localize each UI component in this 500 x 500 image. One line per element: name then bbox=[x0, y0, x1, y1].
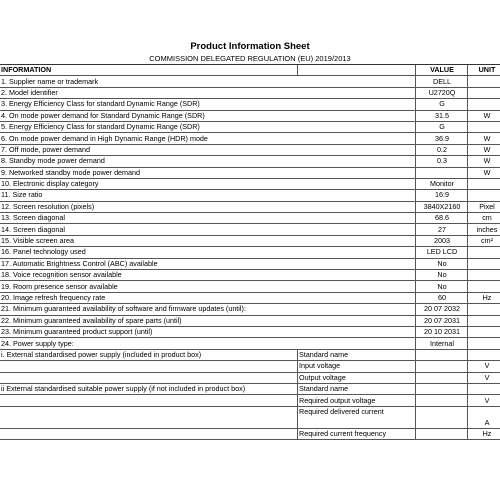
row-standard: Input voltage bbox=[298, 361, 416, 372]
row-label bbox=[0, 406, 298, 428]
row-label: 21. Minimum guaranteed availability of software and firmware updates (until): bbox=[0, 304, 298, 315]
row-label: 6. On mode power demand in High Dynamic Range (HDR) mode bbox=[0, 133, 298, 144]
row-unit bbox=[468, 258, 500, 269]
table-row bbox=[0, 224, 500, 235]
row-label: 11. Size ratio bbox=[0, 190, 298, 201]
row-standard: Required output voltage bbox=[298, 395, 416, 406]
row-label bbox=[0, 395, 298, 406]
row-label: ii External standardised suitable power supply (if not included in product box) bbox=[0, 383, 298, 394]
row-standard bbox=[298, 258, 416, 269]
row-standard bbox=[298, 167, 416, 178]
row-label: 13. Screen diagonal bbox=[0, 213, 298, 224]
row-value: 16:9 bbox=[416, 190, 468, 201]
row-standard: Required current frequency bbox=[298, 428, 416, 439]
information-table bbox=[0, 65, 500, 440]
row-label: 15. Visible screen area bbox=[0, 235, 298, 246]
row-unit bbox=[468, 281, 500, 292]
row-standard bbox=[298, 213, 416, 224]
row-value bbox=[416, 395, 468, 406]
row-standard bbox=[298, 338, 416, 349]
row-value bbox=[416, 167, 468, 178]
table-row bbox=[0, 156, 500, 167]
row-value bbox=[416, 383, 468, 394]
row-standard bbox=[298, 190, 416, 201]
row-value: G bbox=[416, 121, 468, 132]
row-standard: Output voltage bbox=[298, 372, 416, 383]
row-unit bbox=[468, 315, 500, 326]
row-value bbox=[416, 406, 468, 428]
table-row bbox=[0, 247, 500, 258]
row-unit bbox=[468, 121, 500, 132]
row-standard bbox=[298, 99, 416, 110]
table-row bbox=[0, 110, 500, 121]
row-value: 31.5 bbox=[416, 110, 468, 121]
row-standard bbox=[298, 144, 416, 155]
sheet-title: Product Information Sheet bbox=[190, 41, 310, 52]
table-row bbox=[0, 190, 500, 201]
row-value: 0.2 bbox=[416, 144, 468, 155]
table-row bbox=[0, 133, 500, 144]
row-value bbox=[416, 372, 468, 383]
row-value: 3840X2160 bbox=[416, 201, 468, 212]
row-unit bbox=[468, 270, 500, 281]
table-row bbox=[0, 349, 500, 360]
table-row bbox=[0, 304, 500, 315]
row-standard bbox=[298, 292, 416, 303]
row-standard: Standard name bbox=[298, 383, 416, 394]
row-unit: Hz bbox=[468, 292, 500, 303]
row-label: 20. Image refresh frequency rate bbox=[0, 292, 298, 303]
row-label: 22. Minimum guaranteed availability of spare parts (until) bbox=[0, 315, 298, 326]
row-label: 14. Screen diagonal bbox=[0, 224, 298, 235]
header-information: INFORMATION bbox=[0, 65, 298, 76]
row-value bbox=[416, 428, 468, 439]
row-unit bbox=[468, 349, 500, 360]
row-standard bbox=[298, 270, 416, 281]
row-label: 24. Power supply type: bbox=[0, 338, 298, 349]
row-label: 3. Energy Efficiency Class for standard Dynamic Range (SDR) bbox=[0, 99, 298, 110]
row-standard bbox=[298, 178, 416, 189]
table-row bbox=[0, 361, 500, 372]
table-row bbox=[0, 315, 500, 326]
table-row bbox=[0, 428, 500, 439]
row-value: Monitor bbox=[416, 178, 468, 189]
row-unit: Pixel bbox=[468, 201, 500, 212]
table-row bbox=[0, 178, 500, 189]
product-information-sheet bbox=[0, 40, 500, 440]
table-row bbox=[0, 258, 500, 269]
row-unit: V bbox=[468, 361, 500, 372]
table-header-row bbox=[0, 65, 500, 76]
row-unit: Hz bbox=[468, 428, 500, 439]
row-unit: W bbox=[468, 167, 500, 178]
row-unit: V bbox=[468, 395, 500, 406]
row-label: 16. Panel technology used bbox=[0, 247, 298, 258]
row-unit bbox=[468, 338, 500, 349]
table-row bbox=[0, 338, 500, 349]
row-unit bbox=[468, 178, 500, 189]
table-row bbox=[0, 326, 500, 337]
row-unit bbox=[468, 326, 500, 337]
sheet-subtitle: COMMISSION DELEGATED REGULATION (EU) 2019/2013 bbox=[0, 53, 500, 65]
row-standard bbox=[298, 224, 416, 235]
row-value: 60 bbox=[416, 292, 468, 303]
row-label: 18. Voice recognition sensor available bbox=[0, 270, 298, 281]
row-value: DELL bbox=[416, 76, 468, 87]
row-unit: cm² bbox=[468, 235, 500, 246]
row-unit bbox=[468, 87, 500, 98]
row-standard bbox=[298, 247, 416, 258]
row-standard bbox=[298, 121, 416, 132]
header-unit: UNIT bbox=[468, 65, 500, 76]
table-row bbox=[0, 167, 500, 178]
row-standard: Standard name bbox=[298, 349, 416, 360]
table-row bbox=[0, 87, 500, 98]
row-value: No bbox=[416, 281, 468, 292]
row-standard bbox=[298, 315, 416, 326]
table-row bbox=[0, 383, 500, 394]
row-unit bbox=[468, 76, 500, 87]
row-label: 7. Off mode, power demand bbox=[0, 144, 298, 155]
row-label: 23. Minimum guaranteed product support (until) bbox=[0, 326, 298, 337]
table-row bbox=[0, 121, 500, 132]
row-value: 20 07 2032 bbox=[416, 304, 468, 315]
row-value: No bbox=[416, 258, 468, 269]
row-unit bbox=[468, 247, 500, 258]
row-unit: cm bbox=[468, 213, 500, 224]
row-standard bbox=[298, 304, 416, 315]
row-label: 10. Electronic display category bbox=[0, 178, 298, 189]
row-value: 20 07 2031 bbox=[416, 315, 468, 326]
row-value: 27 bbox=[416, 224, 468, 235]
header-value: VALUE bbox=[416, 65, 468, 76]
table-row bbox=[0, 372, 500, 383]
table-row bbox=[0, 281, 500, 292]
row-unit: W bbox=[468, 133, 500, 144]
table-row bbox=[0, 201, 500, 212]
row-unit: W bbox=[468, 110, 500, 121]
row-label: 8. Standby mode power demand bbox=[0, 156, 298, 167]
table-row bbox=[0, 292, 500, 303]
row-label bbox=[0, 372, 298, 383]
table-row bbox=[0, 235, 500, 246]
row-label: 4. On mode power demand for Standard Dynamic Range (SDR) bbox=[0, 110, 298, 121]
row-unit: V bbox=[468, 372, 500, 383]
row-unit: A bbox=[468, 406, 500, 428]
row-label: 2. Model identifier bbox=[0, 87, 298, 98]
row-label bbox=[0, 428, 298, 439]
row-value: U2720Q bbox=[416, 87, 468, 98]
row-unit: W bbox=[468, 144, 500, 155]
row-standard bbox=[298, 201, 416, 212]
row-standard bbox=[298, 235, 416, 246]
row-value: 2003 bbox=[416, 235, 468, 246]
row-label: 5. Energy Efficiency Class for standard Dynamic Range (SDR) bbox=[0, 121, 298, 132]
table-row bbox=[0, 99, 500, 110]
row-standard: Required delivered current bbox=[298, 406, 416, 428]
row-unit: inches bbox=[468, 224, 500, 235]
row-value: LED LCD bbox=[416, 247, 468, 258]
row-standard bbox=[298, 156, 416, 167]
row-label: 9. Networked standby mode power demand bbox=[0, 167, 298, 178]
row-value: Internal bbox=[416, 338, 468, 349]
row-unit bbox=[468, 190, 500, 201]
row-label: 19. Room presence sensor available bbox=[0, 281, 298, 292]
row-value: 0.3 bbox=[416, 156, 468, 167]
table-row bbox=[0, 144, 500, 155]
table-row bbox=[0, 76, 500, 87]
row-value: 36.9 bbox=[416, 133, 468, 144]
header-blank bbox=[298, 65, 416, 76]
table-row bbox=[0, 270, 500, 281]
row-value bbox=[416, 349, 468, 360]
row-unit bbox=[468, 99, 500, 110]
row-standard bbox=[298, 326, 416, 337]
row-standard bbox=[298, 110, 416, 121]
row-unit bbox=[468, 304, 500, 315]
row-label bbox=[0, 361, 298, 372]
row-unit: W bbox=[468, 156, 500, 167]
row-label: 1. Supplier name or trademark bbox=[0, 76, 298, 87]
row-label: 12. Screen resolution (pixels) bbox=[0, 201, 298, 212]
row-unit bbox=[468, 383, 500, 394]
row-standard bbox=[298, 87, 416, 98]
row-value: 68.6 bbox=[416, 213, 468, 224]
table-row bbox=[0, 213, 500, 224]
row-label: i. External standardised power supply (included in product box) bbox=[0, 349, 298, 360]
row-standard bbox=[298, 133, 416, 144]
row-value: 20 10 2031 bbox=[416, 326, 468, 337]
row-value: No bbox=[416, 270, 468, 281]
row-value: G bbox=[416, 99, 468, 110]
row-standard bbox=[298, 281, 416, 292]
table-row bbox=[0, 395, 500, 406]
row-label: 17. Automatic Brightness Control (ABC) available bbox=[0, 258, 298, 269]
table-row bbox=[0, 406, 500, 428]
row-value bbox=[416, 361, 468, 372]
row-standard bbox=[298, 76, 416, 87]
